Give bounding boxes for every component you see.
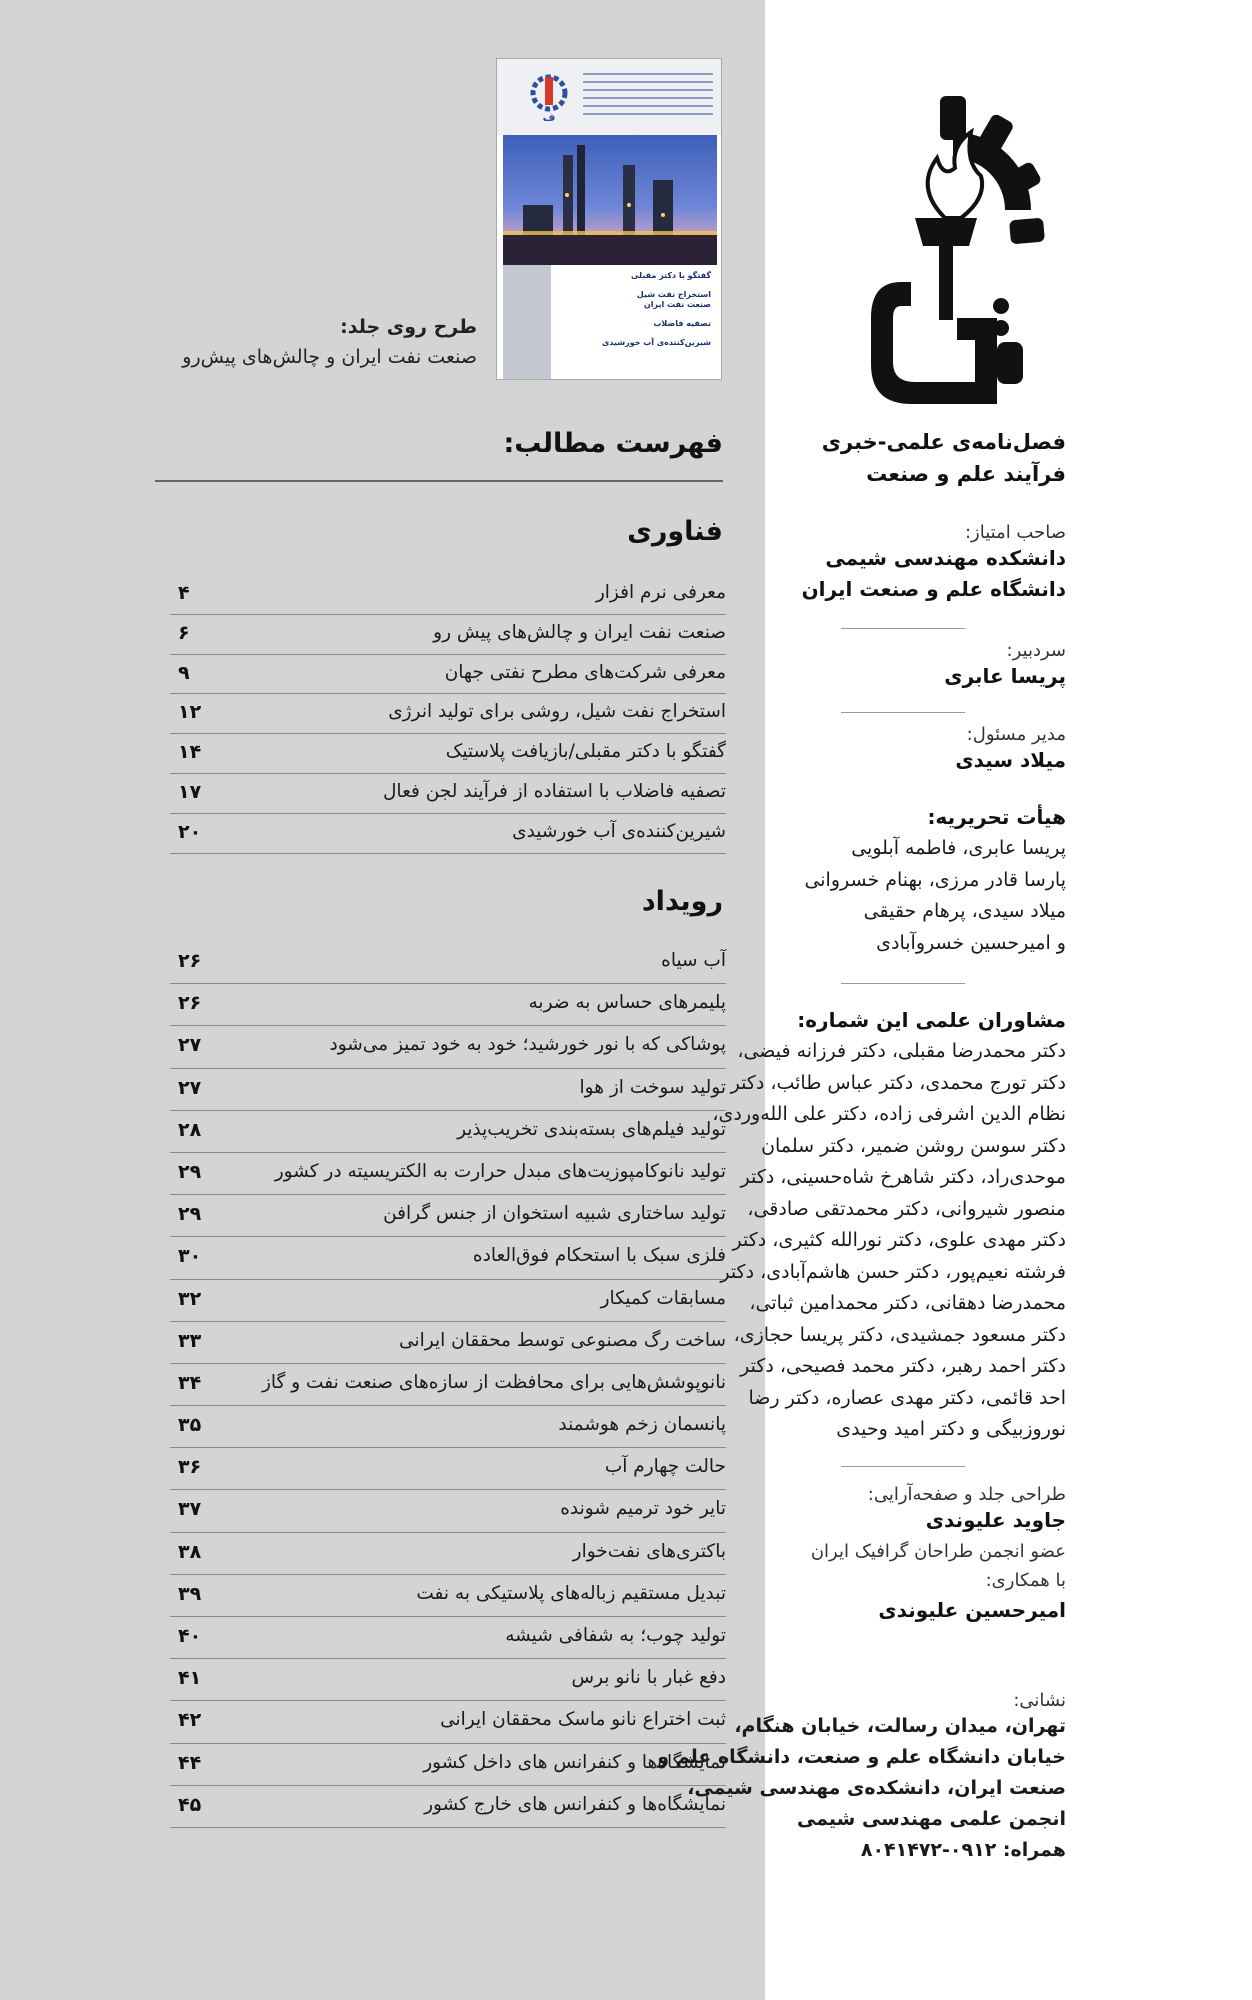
magazine-title-line2: فرآیند علم و صنعت [866,462,1066,486]
toc-entry[interactable] [170,1153,726,1195]
toc-entry[interactable] [170,1069,726,1111]
board-line: و امیرحسین خسروآبادی [876,931,1066,954]
address-line: خیابان دانشگاه علم و صنعت، دانشگاه علم و [657,1746,1066,1768]
toc-entry-page: ۴۴ [178,1751,202,1774]
cover-thumbnail [496,58,722,380]
toc-entry-page: ۲۰ [178,820,202,843]
toc-list-events [170,942,726,1828]
toc-entry-page: ۱۷ [178,780,202,803]
toc-entry[interactable] [170,575,726,615]
board-label: هیأت تحریریه: [927,805,1066,829]
advisor-line: محمدرضا دهقانی، دکتر محمدامین ثباتی، [749,1292,1066,1314]
toc-entry-title: صنعت نفت ایران و چالش‌های پیش رو [433,621,726,643]
toc-entry-title: آب سیاه [661,950,726,971]
cover-caption-title: طرح روی جلد: [340,316,477,338]
cover-strip [583,67,713,127]
editor-label: سردبیر: [1006,640,1066,661]
toc-entry[interactable] [170,1617,726,1659]
toc-entry-page: ۲۷ [178,1076,202,1099]
collab-label: با همکاری: [985,1570,1066,1591]
toc-entry-page: ۲۶ [178,992,202,1015]
toc-entry[interactable] [170,655,726,695]
manager-block [955,724,1066,776]
toc-entry-title: معرفی شرکت‌های مطرح نفتی جهان [444,661,726,683]
logo-text: فرآیند [869,122,872,123]
toc-entry-page: ۹ [178,661,190,684]
design-label: طراحی جلد و صفحه‌آرایی: [867,1484,1066,1505]
advisor-line: دکتر تورج محمدی، دکتر عباس طائب، دکتر [730,1071,1066,1094]
toc-entry[interactable] [170,814,726,854]
toc-entry[interactable] [170,984,726,1026]
svg-text:ف: ف [542,111,556,124]
toc-entry-page: ۱۴ [178,741,202,764]
advisor-line: فرشته نعیم‌پور، دکتر حسن هاشم‌آبادی، دکتر [720,1260,1066,1283]
toc-entry-page: ۴۰ [178,1625,202,1647]
toc-entry-page: ۳۹ [178,1582,202,1605]
toc-entry-page: ۲۶ [178,950,202,972]
advisor-line: احد قائمی، دکتر مهدی عصاره، دکتر رضا [748,1386,1066,1409]
toc-entry[interactable] [170,774,726,814]
advisor-line: موحدی‌راد، دکتر شاهرخ شاه‌حسینی، دکتر [740,1166,1066,1188]
advisors-list [712,1036,1066,1446]
toc-entry-title: پلیمرهای حساس به ضربه [528,992,726,1014]
toc-entry[interactable] [170,1322,726,1364]
toc-divider [155,480,723,482]
masthead-divider [841,628,965,629]
collab-name: امیرحسین علیوندی [878,1598,1066,1622]
toc-entry[interactable] [170,1490,726,1532]
cover-headline: شیرین‌کننده‌ی آب خورشیدی [602,338,711,347]
toc-entry[interactable] [170,615,726,655]
advisors-block [712,1005,1066,1446]
toc-entry-title: مسابقات کمیکار [600,1287,726,1309]
editor-name: پریسا عابری [944,664,1066,688]
publisher-label: صاحب امتیاز: [964,522,1066,543]
toc-entry-title: تولید نانوکامپوزیت‌های مبدل حرارت به الکتریسیته در کشور [274,1160,726,1182]
board-line: میلاد سیدی، پرهام حقیقی [863,900,1066,922]
address-block [657,1690,1066,1866]
toc-entry-title: پانسمان زخم هوشمند [558,1414,726,1436]
toc-entry-title: تولید سوخت از هوا [579,1076,726,1098]
publisher-line: دانشکده مهندسی شیمی [825,546,1066,570]
toc-entry-page: ۳۶ [178,1456,202,1479]
cover-headline: صنعت نفت ایران [643,300,711,309]
manager-label: مدیر مسئول: [966,724,1066,745]
toc-entry-title: ثبت اختراع نانو ماسک محققان ایرانی [440,1709,726,1731]
toc-entry-title: نمایشگاه‌ها و کنفرانس های خارج کشور [424,1793,726,1815]
designer-name: جاوید علیوندی [925,1508,1066,1532]
magazine-title [822,426,1066,490]
toc-entry[interactable] [170,942,726,984]
toc-entry-title: معرفی نرم افزار [595,582,726,603]
masthead-divider [841,712,965,713]
editorial-board-block [804,802,1066,959]
publisher-block [802,522,1066,605]
address-line: انجمن علمی مهندسی شیمی [796,1808,1066,1830]
toc-entry-page: ۲۷ [178,1034,202,1057]
toc-entry-title: شیرین‌کننده‌ی آب خورشیدی [512,820,726,842]
toc-entry-title: فلزی سبک با استحکام فوق‌العاده [472,1245,726,1267]
toc-entry-title: دفع غبار با نانو برس [571,1667,726,1689]
advisor-line: دکتر سوسن روشن ضمیر، دکتر سلمان [761,1134,1066,1157]
toc-entry-page: ۳۰ [178,1245,202,1268]
toc-entry[interactable] [170,1237,726,1279]
toc-entry-page: ۱۲ [178,701,202,724]
advisor-line: دکتر مسعود جمشیدی، دکتر پریسا حجازی، [733,1323,1066,1346]
toc-entry-page: ۴۱ [178,1667,202,1690]
toc-entry[interactable] [170,1195,726,1237]
toc-entry-page: ۳۴ [178,1371,202,1394]
editor-block [944,640,1066,692]
board-line: پارسا قادر مرزی، بهنام خسروانی [804,868,1066,891]
masthead-divider [841,1466,965,1467]
section-heading-events: رویداد [641,886,723,917]
toc-entry-page: ۳۳ [178,1329,202,1352]
toc-entry-title: تولید ساختاری شبیه استخوان از جنس گرافن [383,1203,726,1225]
cover-headline: استخراج نفت شیل [636,290,711,299]
design-block [811,1484,1066,1626]
advisor-line: دکتر احمد رهبر، دکتر محمد فصیحی، دکتر [740,1355,1066,1377]
toc-entry-title: حالت چهارم آب [604,1456,726,1478]
magazine-title-line1: فصل‌نامه‌ی علمی-خبری [821,430,1066,454]
toc-entry[interactable] [170,1280,726,1322]
toc-entry[interactable] [170,1364,726,1406]
toc-entry-title: ساخت رگ مصنوعی توسط محققان ایرانی [399,1329,726,1351]
toc-entry-page: ۴۲ [178,1709,202,1732]
toc-entry-page: ۶ [178,621,190,644]
toc-entry[interactable] [170,1111,726,1153]
toc-entry[interactable] [170,694,726,734]
toc-entry-title: گفتگو با دکتر مقبلی/بازیافت پلاستیک [445,741,726,763]
advisor-line: نظام الدین اشرفی زاده، دکتر علی الله‌وردی، [712,1103,1066,1125]
cover-headlines [561,271,711,348]
address-lines [657,1711,1066,1866]
toc-entry-title: نمایشگاه‌ها و کنفرانس های داخل کشور [423,1751,726,1773]
toc-entry[interactable] [170,1744,726,1786]
address-line: تهران، میدان رسالت، خیابان هنگام، [734,1715,1066,1737]
advisor-line: نوروزبیگی و دکتر امید وحیدی [836,1418,1066,1440]
toc-entry[interactable] [170,1575,726,1617]
toc-entry[interactable] [170,1533,726,1575]
advisors-label: مشاوران علمی این شماره: [797,1008,1066,1032]
toc-entry[interactable] [170,1659,726,1701]
toc-entry[interactable] [170,1448,726,1490]
toc-entry-title: استخراج نفت شیل، روشی برای تولید انرژی [388,701,726,723]
toc-title: فهرست مطالب: [503,428,723,459]
board-line: پریسا عابری، فاطمه آبلویی [851,837,1066,859]
manager-name: میلاد سیدی [955,748,1066,772]
publisher-line: دانشگاه علم و صنعت ایران [801,577,1066,601]
toc-entry-title: تایر خود ترمیم شونده [560,1498,726,1520]
cover-headline: تصفیه فاضلاب [653,319,711,328]
toc-list-technology [170,575,726,854]
masthead-divider [841,983,965,984]
faraiand-logo [845,92,1055,412]
toc-entry-title: تبدیل مستقیم زباله‌های پلاستیکی به نفت [416,1582,726,1604]
address-label: نشانی: [1013,1690,1066,1711]
cover-headline: گفتگو با دکتر مقبلی [630,271,711,280]
advisor-line: دکتر مهدی علوی، دکتر نورالله کثیری، دکتر [732,1229,1066,1251]
toc-entry-title: نانوپوشش‌هایی برای محافظت از سازه‌های صنعت نفت و گاز [261,1371,726,1393]
toc-entry-page: ۲۹ [178,1160,202,1183]
toc-entry-page: ۴۵ [178,1793,202,1816]
toc-entry-title: باکتری‌های نفت‌خوار [572,1540,726,1562]
designer-role: عضو انجمن طراحان گرافیک ایران [810,1541,1066,1562]
toc-entry[interactable] [170,734,726,774]
toc-entry[interactable] [170,1406,726,1448]
cover-logo-icon [527,63,571,127]
cover-refinery-photo [503,135,717,265]
address-line: همراه: ۰۹۱۲-۸۰۴۱۴۷۲ [860,1839,1066,1861]
toc-entry-page: ۴ [178,582,190,604]
cover-side-panel [503,265,551,379]
address-line: صنعت ایران، دانشکده‌ی مهندسی شیمی، [687,1777,1066,1799]
section-heading-technology: فناوری [627,516,723,547]
toc-entry[interactable] [170,1026,726,1068]
toc-entry-page: ۳۵ [178,1414,202,1437]
toc-entry-page: ۲۹ [178,1203,202,1226]
toc-entry[interactable] [170,1701,726,1743]
toc-entry-page: ۲۸ [178,1118,202,1141]
toc-entry-title: تولید چوب؛ به شفافی شیشه [505,1625,726,1646]
toc-entry-title: تصفیه فاضلاب با استفاده از فرآیند لجن فعال [382,780,726,802]
toc-entry-title: تولید فیلم‌های بسته‌بندی تخریب‌پذیر [457,1118,726,1140]
cover-caption-subject: صنعت نفت ایران و چالش‌های پیش‌رو [182,346,477,368]
toc-entry-page: ۳۸ [178,1540,202,1563]
advisor-line: دکتر محمدرضا مقبلی، دکتر فرزانه فیضی، [737,1040,1066,1062]
toc-entry[interactable] [170,1786,726,1828]
advisor-line: منصور شیروانی، دکتر محمدتقی صادقی، [747,1197,1066,1220]
cover-caption [182,316,477,368]
toc-entry-page: ۳۷ [178,1498,202,1521]
toc-entry-page: ۳۲ [178,1287,202,1310]
toc-entry-title: پوشاکی که با نور خورشید؛ خود به خود تمیز می‌شود [329,1034,726,1056]
